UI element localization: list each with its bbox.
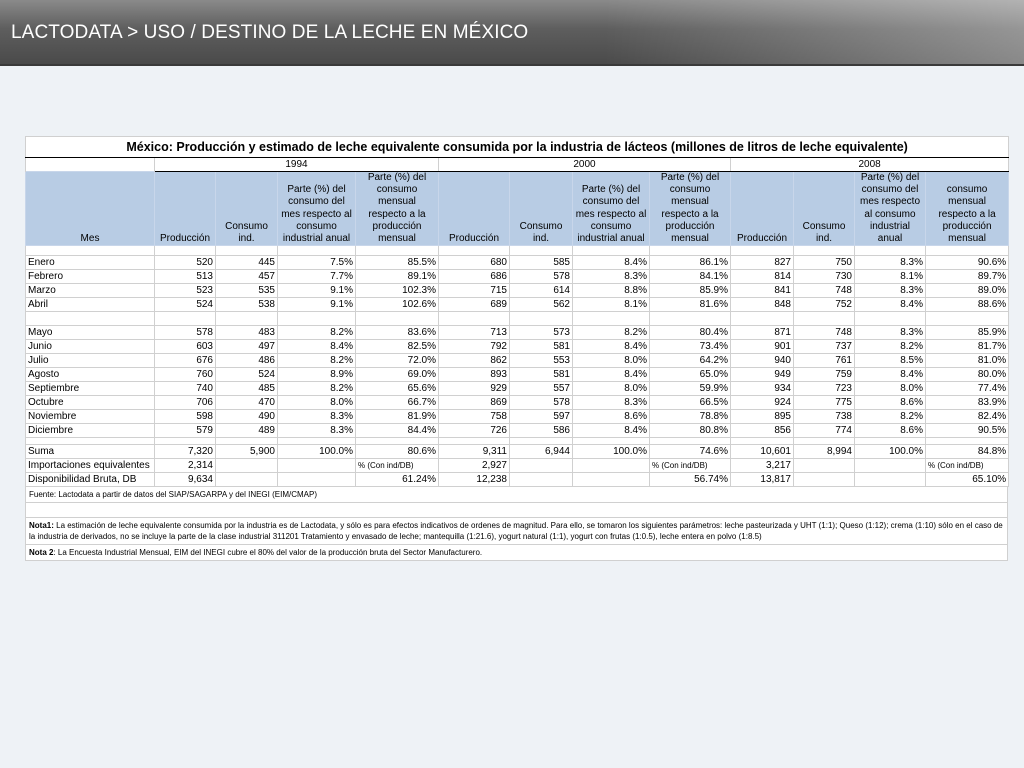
table-cell [216, 473, 278, 487]
col-header-parte-anual-2000: Parte (%) del consumo del mes respecto al consumo industrial anual [573, 172, 650, 246]
table-cell: 8.1% [573, 298, 650, 312]
year-2000: 2000 [439, 158, 731, 172]
data-table-document [25, 136, 1008, 561]
table-row [26, 410, 1009, 424]
table-cell: 8.0% [573, 354, 650, 368]
note-1-text: La estimación de leche equivalente consumida por la industria es de Lactodata, y sólo es para efectos indicativos de ordenes de magnitud. Para ello, se tomaron los siguientes parámetros: leche pasteurizada y UHT (1:1); Queso (1:12); crema (1:10) sólo en el caso de la industria de derivados, no se incluye la parte de la clase industrial 311201 Tratamiento y envasado de leche; mantequilla (1:21.6), yogurt natural (1:1), yogurt con frutas (1:0.5), leche entera en polvo (1:8.5) [29, 521, 1003, 542]
table-cell: 581 [510, 340, 573, 354]
table-cell: 940 [731, 354, 794, 368]
table-cell: 758 [439, 410, 510, 424]
table-cell: 8.2% [855, 340, 926, 354]
table-cell: 573 [510, 326, 573, 340]
table-cell: % (Con ind/DB) [926, 459, 1009, 473]
table-cell: 56.74% [650, 473, 731, 487]
table-cell: 8.2% [573, 326, 650, 340]
table-cell: 557 [510, 382, 573, 396]
availability-row [26, 473, 1009, 487]
table-cell: 88.6% [926, 298, 1009, 312]
table-cell: 740 [155, 382, 216, 396]
col-header-parte-mensual-2008: consumo mensual respecto a la producción mensual [926, 172, 1009, 246]
spacer-cell [573, 312, 650, 326]
column-header-row [26, 172, 1009, 246]
table-cell: 8.0% [278, 396, 356, 410]
table-cell: 8.6% [855, 396, 926, 410]
table-cell [510, 459, 573, 473]
table-cell: 8.4% [855, 298, 926, 312]
year-1994: 1994 [155, 158, 439, 172]
table-cell: 8.1% [855, 270, 926, 284]
table-cell: 680 [439, 256, 510, 270]
note-1 [25, 518, 1008, 545]
spacer-cell [439, 246, 510, 256]
table-cell [855, 473, 926, 487]
table-cell [216, 459, 278, 473]
table-cell: 8.3% [278, 410, 356, 424]
spacer-cell [356, 312, 439, 326]
table-cell: 929 [439, 382, 510, 396]
table-cell: 578 [510, 396, 573, 410]
table-cell: 726 [439, 424, 510, 438]
table-cell: 8,994 [794, 445, 855, 459]
table-cell: % (Con ind/DB) [650, 459, 731, 473]
table-cell: 581 [510, 368, 573, 382]
spacer-cell [573, 246, 650, 256]
slide-header [0, 0, 1024, 66]
table-cell: 752 [794, 298, 855, 312]
table-cell: 8.4% [573, 368, 650, 382]
table-cell: 85.9% [650, 284, 731, 298]
table-row [26, 270, 1009, 284]
col-header-parte-mensual-2000: Parte (%) del consumo mensual respecto a la producción mensual [650, 172, 731, 246]
table-cell: 760 [155, 368, 216, 382]
spacer-cell [439, 438, 510, 445]
table-row [26, 298, 1009, 312]
table-cell: 85.5% [356, 256, 439, 270]
spacer-row [26, 438, 1009, 445]
table-cell: 523 [155, 284, 216, 298]
table-cell: 585 [510, 256, 573, 270]
table-cell: 748 [794, 284, 855, 298]
table-cell: 524 [155, 298, 216, 312]
spacer-cell [26, 312, 155, 326]
table-cell: 84.8% [926, 445, 1009, 459]
spacer-cell [731, 312, 794, 326]
spacer-cell [155, 312, 216, 326]
table-cell: 737 [794, 340, 855, 354]
table-cell: 84.4% [356, 424, 439, 438]
col-header-parte-anual-1994: Parte (%) del consumo del mes respecto al consumo industrial anual [278, 172, 356, 246]
col-header-consumo-2008: Consumo ind. [794, 172, 855, 246]
note-2 [25, 545, 1008, 561]
spacer-row [26, 312, 1009, 326]
table-cell: 12,238 [439, 473, 510, 487]
table-cell: 81.6% [650, 298, 731, 312]
table-cell: 8.6% [855, 424, 926, 438]
table-cell: 72.0% [356, 354, 439, 368]
table-cell: 8.2% [278, 326, 356, 340]
col-header-consumo-2000: Consumo ind. [510, 172, 573, 246]
table-cell: 81.9% [356, 410, 439, 424]
table-cell: 74.6% [650, 445, 731, 459]
row-label: Julio [26, 354, 155, 368]
row-label: Junio [26, 340, 155, 354]
table-row [26, 396, 1009, 410]
spacer-cell [510, 312, 573, 326]
table-row [26, 340, 1009, 354]
table-cell: 8.3% [278, 424, 356, 438]
table-cell: 69.0% [356, 368, 439, 382]
spacer-cell [510, 438, 573, 445]
spacer-cell [510, 246, 573, 256]
table-cell [573, 459, 650, 473]
spacer-cell [855, 246, 926, 256]
table-cell: 2,927 [439, 459, 510, 473]
spacer-cell [794, 438, 855, 445]
table-title: México: Producción y estimado de leche equivalente consumida por la industria de lácteos (millones de litros de leche equivalente) [26, 137, 1009, 158]
table-cell: 8.4% [573, 424, 650, 438]
table-cell: 485 [216, 382, 278, 396]
table-cell: 10,601 [731, 445, 794, 459]
table-cell: 100.0% [573, 445, 650, 459]
table-cell: 8.2% [855, 410, 926, 424]
table-cell: 13,817 [731, 473, 794, 487]
table-cell: 520 [155, 256, 216, 270]
table-cell: 8.9% [278, 368, 356, 382]
spacer-cell [439, 312, 510, 326]
table-cell: 895 [731, 410, 794, 424]
table-cell: 80.4% [650, 326, 731, 340]
table-cell: 949 [731, 368, 794, 382]
table-cell: 5,900 [216, 445, 278, 459]
table-cell: 8.3% [855, 256, 926, 270]
year-2008: 2008 [731, 158, 1009, 172]
table-cell: 8.3% [573, 270, 650, 284]
table-cell: 8.2% [278, 354, 356, 368]
spacer-cell [278, 312, 356, 326]
table-cell: 9.1% [278, 284, 356, 298]
table-cell: 65.6% [356, 382, 439, 396]
table-cell: 856 [731, 424, 794, 438]
row-label: Agosto [26, 368, 155, 382]
table-row [26, 382, 1009, 396]
table-cell: 535 [216, 284, 278, 298]
table-cell: 86.1% [650, 256, 731, 270]
table-cell: 66.7% [356, 396, 439, 410]
table-row [26, 368, 1009, 382]
table-cell: 8.3% [573, 396, 650, 410]
table-cell: 871 [731, 326, 794, 340]
table-cell: 59.9% [650, 382, 731, 396]
table-row [26, 354, 1009, 368]
table-row [26, 256, 1009, 270]
note-2-text: : La Encuesta Industrial Mensual, EIM del INEGI cubre el 80% del valor de la producción bruta del Sector Manufacturero. [53, 548, 483, 558]
spacer-cell [650, 438, 731, 445]
spacer-cell [26, 438, 155, 445]
spacer-cell [794, 246, 855, 256]
notes-section [25, 487, 1008, 561]
lactodata-table [25, 136, 1009, 487]
col-header-produccion-2000: Producción [439, 172, 510, 246]
table-cell [510, 473, 573, 487]
spacer-cell [573, 438, 650, 445]
slide-title: LACTODATA > USO / DESTINO DE LA LECHE EN MÉXICO [11, 22, 529, 43]
table-row [26, 424, 1009, 438]
table-cell [573, 473, 650, 487]
sum-row [26, 445, 1009, 459]
table-row [26, 284, 1009, 298]
source-note: Fuente: Lactodata a partir de datos del SIAP/SAGARPA y del INEGI (EIM/CMAP) [25, 487, 1008, 503]
table-cell: 85.9% [926, 326, 1009, 340]
table-cell: 470 [216, 396, 278, 410]
table-cell: 715 [439, 284, 510, 298]
table-cell: 77.4% [926, 382, 1009, 396]
row-label: Abril [26, 298, 155, 312]
spacer-cell [216, 246, 278, 256]
table-cell: 81.0% [926, 354, 1009, 368]
table-cell: 81.7% [926, 340, 1009, 354]
row-label: Suma [26, 445, 155, 459]
table-cell: 869 [439, 396, 510, 410]
table-cell: 7.7% [278, 270, 356, 284]
table-cell: 84.1% [650, 270, 731, 284]
table-cell: 730 [794, 270, 855, 284]
table-cell: 73.4% [650, 340, 731, 354]
table-cell: 483 [216, 326, 278, 340]
spacer-cell [926, 312, 1009, 326]
table-cell: 748 [794, 326, 855, 340]
row-label: Septiembre [26, 382, 155, 396]
table-cell: 827 [731, 256, 794, 270]
table-cell: 597 [510, 410, 573, 424]
table-cell: 598 [155, 410, 216, 424]
table-cell: 8.3% [855, 284, 926, 298]
table-cell: 841 [731, 284, 794, 298]
col-header-produccion-1994: Producción [155, 172, 216, 246]
table-cell: 489 [216, 424, 278, 438]
table-cell: 614 [510, 284, 573, 298]
table-cell: 2,314 [155, 459, 216, 473]
table-cell [855, 459, 926, 473]
spacer-cell [216, 312, 278, 326]
spacer-cell [731, 438, 794, 445]
row-label: Febrero [26, 270, 155, 284]
table-cell: 82.4% [926, 410, 1009, 424]
col-header-consumo-1994: Consumo ind. [216, 172, 278, 246]
table-cell [278, 459, 356, 473]
table-cell: 862 [439, 354, 510, 368]
table-cell: 102.6% [356, 298, 439, 312]
table-cell: 490 [216, 410, 278, 424]
table-cell: 8.4% [278, 340, 356, 354]
table-cell: 723 [794, 382, 855, 396]
spacer-cell [855, 312, 926, 326]
spacer-cell [278, 246, 356, 256]
table-cell: 90.6% [926, 256, 1009, 270]
spacer-cell [650, 246, 731, 256]
table-cell: 586 [510, 424, 573, 438]
table-cell: 7.5% [278, 256, 356, 270]
row-label: Mayo [26, 326, 155, 340]
row-label: Diciembre [26, 424, 155, 438]
table-cell: 80.6% [356, 445, 439, 459]
year-row-spacer [26, 158, 155, 172]
table-cell: 759 [794, 368, 855, 382]
table-cell: 792 [439, 340, 510, 354]
table-cell: 8.0% [573, 382, 650, 396]
table-cell: 80.8% [650, 424, 731, 438]
table-cell: 8.4% [573, 340, 650, 354]
table-cell: 8.0% [855, 382, 926, 396]
table-cell: 89.0% [926, 284, 1009, 298]
table-cell [794, 473, 855, 487]
spacer-cell [356, 246, 439, 256]
table-cell: 7,320 [155, 445, 216, 459]
table-cell: 102.3% [356, 284, 439, 298]
spacer-cell [794, 312, 855, 326]
spacer-row [26, 246, 1009, 256]
table-cell: 9,311 [439, 445, 510, 459]
spacer-cell [356, 438, 439, 445]
table-cell: 64.2% [650, 354, 731, 368]
table-cell: 713 [439, 326, 510, 340]
table-cell: 83.6% [356, 326, 439, 340]
table-cell: 83.9% [926, 396, 1009, 410]
row-label: Importaciones equivalentes [26, 459, 155, 473]
table-cell: 524 [216, 368, 278, 382]
table-cell: 676 [155, 354, 216, 368]
table-cell: 8.4% [573, 256, 650, 270]
table-cell: 513 [155, 270, 216, 284]
spacer-cell [26, 246, 155, 256]
table-cell: 9,634 [155, 473, 216, 487]
table-cell: 579 [155, 424, 216, 438]
table-cell: 9.1% [278, 298, 356, 312]
table-cell [278, 473, 356, 487]
table-cell: 486 [216, 354, 278, 368]
spacer-cell [216, 438, 278, 445]
table-cell: 706 [155, 396, 216, 410]
spacer-cell [855, 438, 926, 445]
spacer-cell [650, 312, 731, 326]
table-cell: 689 [439, 298, 510, 312]
table-cell [794, 459, 855, 473]
table-cell: 89.1% [356, 270, 439, 284]
table-cell: 80.0% [926, 368, 1009, 382]
table-cell: 603 [155, 340, 216, 354]
table-cell: 497 [216, 340, 278, 354]
table-cell: 82.5% [356, 340, 439, 354]
col-header-produccion-2008: Producción [731, 172, 794, 246]
table-cell: % (Con ind/DB) [356, 459, 439, 473]
table-cell: 901 [731, 340, 794, 354]
table-cell: 553 [510, 354, 573, 368]
spacer-cell [926, 438, 1009, 445]
row-label: Marzo [26, 284, 155, 298]
note-1-label: Nota1: [29, 521, 54, 531]
table-cell: 775 [794, 396, 855, 410]
row-label: Disponibilidad Bruta, DB [26, 473, 155, 487]
table-cell: 538 [216, 298, 278, 312]
table-row [26, 326, 1009, 340]
table-cell: 6,944 [510, 445, 573, 459]
note-2-label: Nota 2 [29, 548, 54, 558]
col-header-parte-mensual-1994: Parte (%) del consumo mensual respecto a la producción mensual [356, 172, 439, 246]
table-cell: 578 [510, 270, 573, 284]
table-cell: 457 [216, 270, 278, 284]
table-cell: 90.5% [926, 424, 1009, 438]
table-cell: 8.5% [855, 354, 926, 368]
table-cell: 934 [731, 382, 794, 396]
col-header-parte-anual-2008: Parte (%) del consumo del mes respecto al consumo industrial anual [855, 172, 926, 246]
table-cell: 61.24% [356, 473, 439, 487]
spacer-cell [731, 246, 794, 256]
table-cell: 750 [794, 256, 855, 270]
table-cell: 761 [794, 354, 855, 368]
table-cell: 100.0% [855, 445, 926, 459]
table-cell: 8.6% [573, 410, 650, 424]
row-label: Noviembre [26, 410, 155, 424]
imports-row [26, 459, 1009, 473]
table-cell: 562 [510, 298, 573, 312]
table-cell: 738 [794, 410, 855, 424]
table-cell: 65.10% [926, 473, 1009, 487]
table-cell: 686 [439, 270, 510, 284]
spacer-cell [155, 438, 216, 445]
table-cell: 848 [731, 298, 794, 312]
table-cell: 8.4% [855, 368, 926, 382]
table-cell: 89.7% [926, 270, 1009, 284]
table-cell: 66.5% [650, 396, 731, 410]
spacer-cell [926, 246, 1009, 256]
table-cell: 924 [731, 396, 794, 410]
table-cell: 8.8% [573, 284, 650, 298]
table-cell: 3,217 [731, 459, 794, 473]
table-cell: 774 [794, 424, 855, 438]
table-cell: 445 [216, 256, 278, 270]
table-cell: 578 [155, 326, 216, 340]
table-cell: 8.2% [278, 382, 356, 396]
table-cell: 100.0% [278, 445, 356, 459]
table-cell: 8.3% [855, 326, 926, 340]
note-spacer [25, 503, 1008, 518]
table-cell: 78.8% [650, 410, 731, 424]
spacer-cell [155, 246, 216, 256]
row-label: Enero [26, 256, 155, 270]
spacer-cell [278, 438, 356, 445]
table-cell: 893 [439, 368, 510, 382]
table-cell: 65.0% [650, 368, 731, 382]
row-label: Octubre [26, 396, 155, 410]
table-cell: 814 [731, 270, 794, 284]
col-header-mes: Mes [26, 172, 155, 246]
